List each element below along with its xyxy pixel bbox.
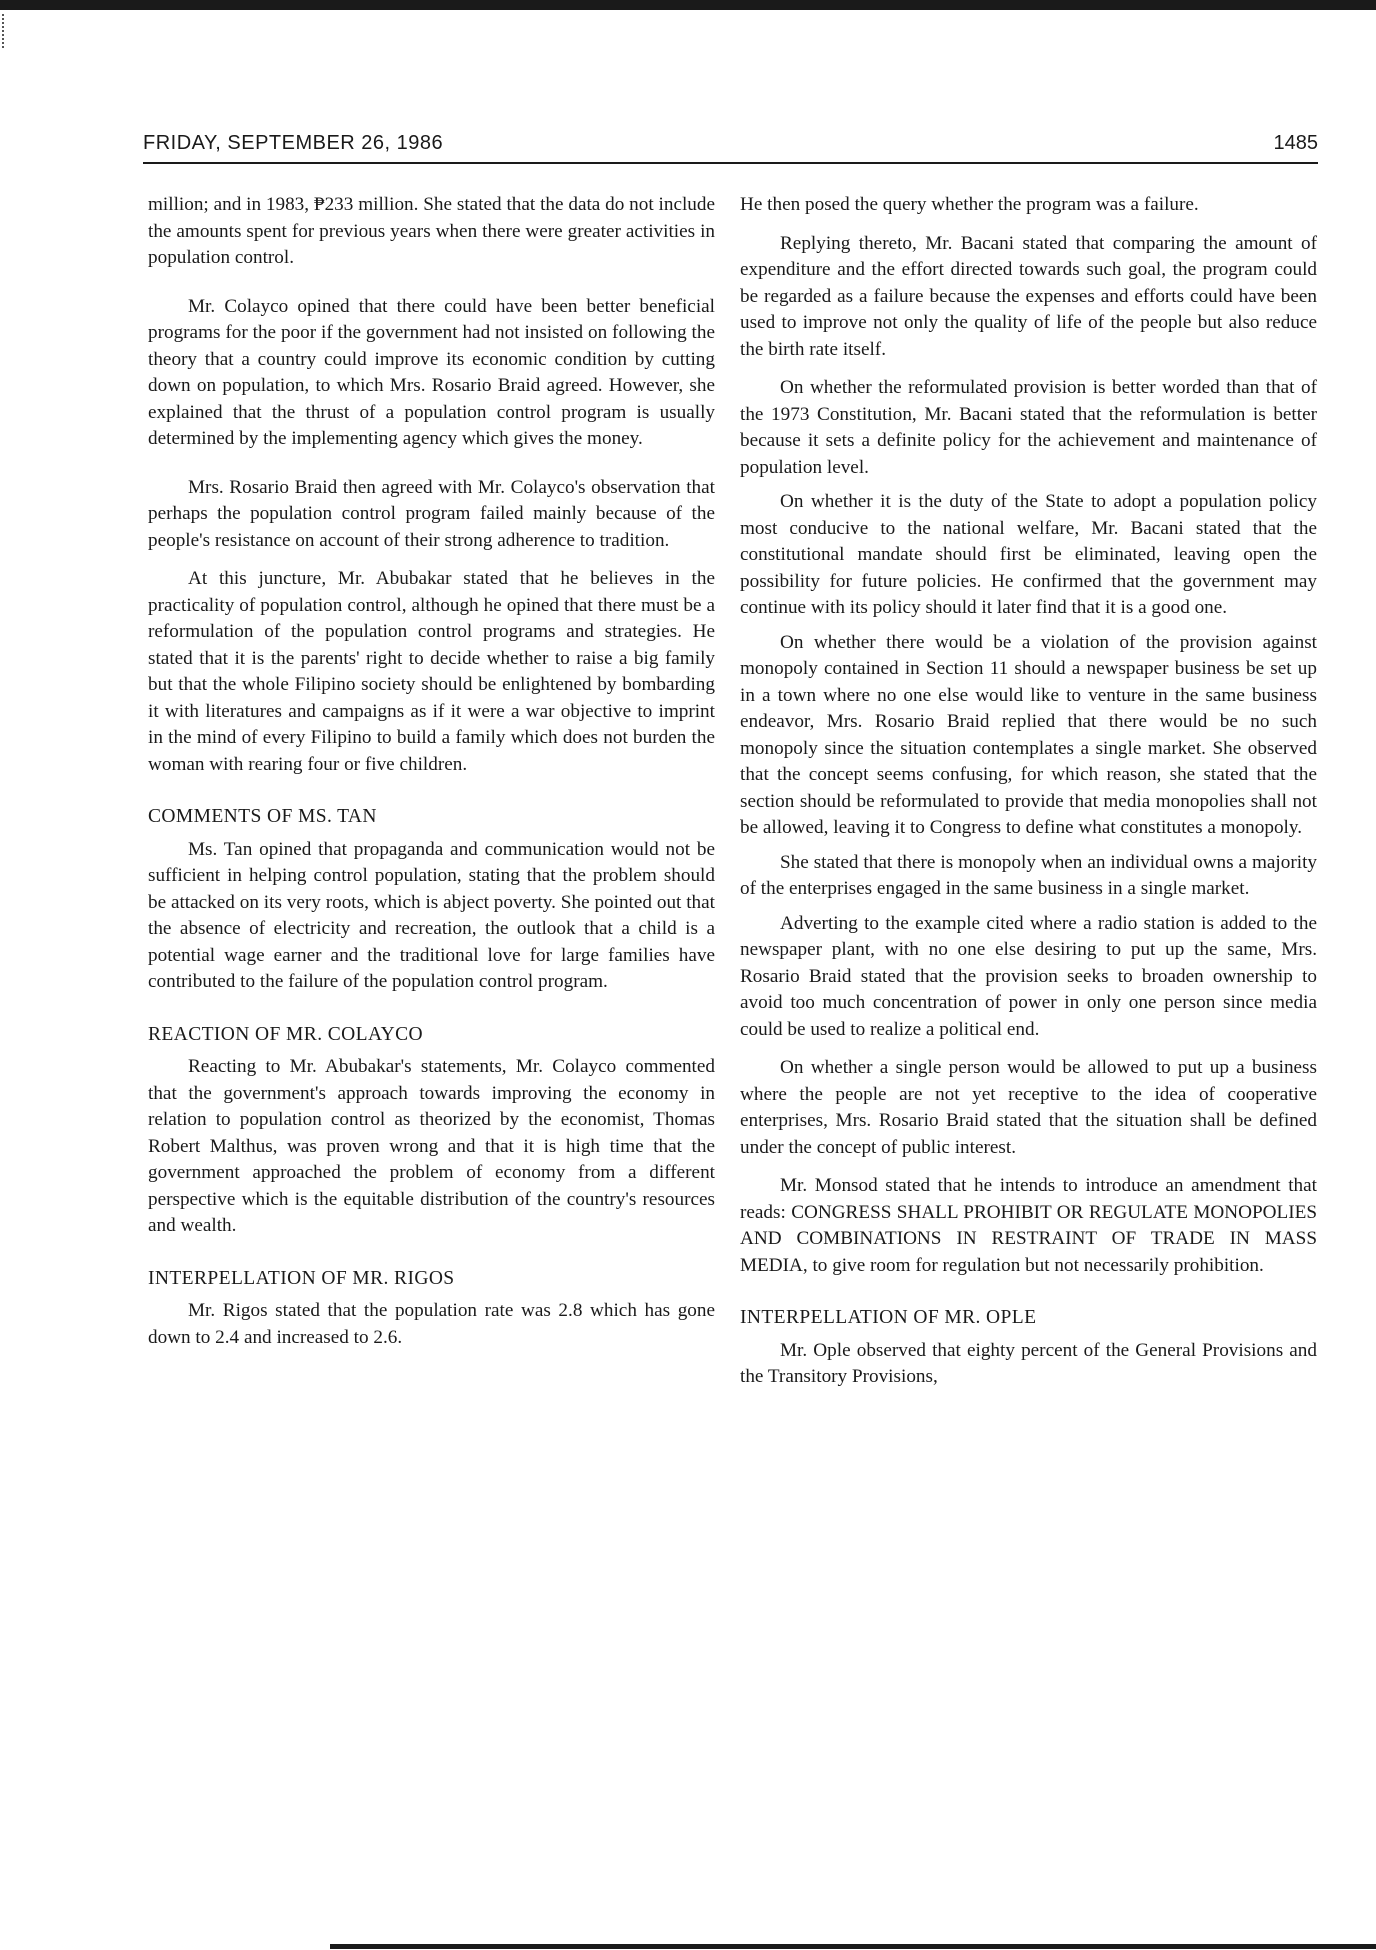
- paragraph: On whether it is the duty of the State to adopt a population policy most conducive to the national welfare, Mr. Bacani stated that the constitutional mandate should first be eliminated, leaving open the possibility for future policies. He confirmed that the government may continue with its policy should it later find that it is a good one.: [740, 491, 1317, 618]
- section-heading-colayco: REACTION OF MR. COLAYCO: [148, 1023, 424, 1045]
- paragraph: Mr. Colayco opined that there could have been better beneficial programs for the poor if the government had not insisted on following the theory that a country could improve its economic condition by cutting down on population, to which Mrs. Rosario Braid agreed. However, she explained that the thrust of a population control program is usually determined by the implementing agency which gives the money.: [148, 295, 715, 449]
- paragraph: Mr. Ople observed that eighty percent of the General Provisions and the Transitory Provisions,: [740, 1339, 1317, 1387]
- paragraph: On whether there would be a violation of the provision against monopoly contained in Section 11 should a newspaper business be set up in a town where no one else would like to venture in the same business endeavor, Mrs. Rosario Braid replied that there would be no such monopoly since the situation contemplates a single market. She observed that the concept seems confusing, for which reason, she stated that the section should be reformulated to provide that media monopolies shall not be allowed, leaving it to Congress to define what constitutes a monopoly.: [740, 631, 1317, 838]
- paragraph: Mrs. Rosario Braid then agreed with Mr. Colayco's observation that perhaps the population control program failed mainly because of the people's resistance on account of their strong adherence to tradition.: [148, 476, 715, 551]
- paragraph: On whether a single person would be allowed to put up a business where the people are not yet receptive to the idea of cooperative enterprises, Mrs. Rosario Braid stated that the situation shall be defined under the concept of public interest.: [740, 1057, 1317, 1158]
- paragraph: She stated that there is monopoly when an individual owns a majority of the enterprises engaged in the same business in a single market.: [740, 851, 1317, 899]
- header-date: FRIDAY, SEPTEMBER 26, 1986: [143, 132, 444, 154]
- paragraph: Reacting to Mr. Abubakar's statements, Mr. Colayco commented that the government's approach towards improving the economy in relation to population control as theorized by the economist, Thomas Robert Malthus, was proven wrong and that it is high time that the government approached the problem of economy from a different perspective which is the equitable distribution of the country's resources and wealth.: [148, 1056, 715, 1236]
- scan-edge-mark: [2, 14, 8, 48]
- right-column: [740, 192, 1317, 1403]
- section-heading-tan: COMMENTS OF MS. TAN: [148, 806, 377, 827]
- section-heading-ople: INTERPELLATION OF MR. OPLE: [740, 1307, 1037, 1328]
- top-border-rule: [0, 0, 1376, 10]
- paragraph: Ms. Tan opined that propaganda and communication would not be sufficient in helping control population, stating that the problem should be attacked on its very roots, which is abject poverty. She pointed out that the absence of electricity and recreation, the outlook that a child is a potential wage earner and the traditional love for large families have contributed to the failure of the population control program.: [148, 838, 715, 992]
- paragraph: million; and in 1983, ₱233 million. She stated that the data do not include the amounts spent for previous years when there were greater activities in population control.: [148, 194, 715, 268]
- bottom-border-rule: [330, 1944, 1376, 1949]
- paragraph: Replying thereto, Mr. Bacani stated that comparing the amount of expenditure and the effort directed towards such goal, the program could be regarded as a failure because the expenses and efforts could have been used to improve not only the quality of life of the people but also reduce the birth rate itself.: [740, 232, 1317, 360]
- page-number: 1485: [1273, 132, 1318, 154]
- page-header: [143, 132, 1318, 164]
- left-column: [148, 192, 715, 1363]
- paragraph: Mr. Rigos stated that the population rate was 2.8 which has gone down to 2.4 and increased to 2.6.: [148, 1300, 715, 1348]
- paragraph: At this juncture, Mr. Abubakar stated that he believes in the practicality of population control, although he opined that there must be a reformulation of the population control programs and strategies. He stated that it is the parents' right to decide whether to raise a big family but that the whole Filipino society should be enlightened by bombarding it with literatures and campaigns as if it were a war objective to imprint in the mind of every Filipino to build a family which does not burden the woman with rearing four or five children.: [148, 568, 715, 775]
- section-heading-rigos: INTERPELLATION OF MR. RIGOS: [148, 1267, 455, 1289]
- paragraph: On whether the reformulated provision is better worded than that of the 1973 Constitution, Mr. Bacani stated that the reformulation is better because it sets a definite policy for the achievement and maintenance of population level.: [740, 377, 1317, 478]
- paragraph: Adverting to the example cited where a radio station is added to the newspaper plant, with no one else desiring to put up the same, Mrs. Rosario Braid stated that the provision seeks to broaden ownership to avoid too much concentration of power in only one person since media could be used to realize a political end.: [740, 912, 1317, 1040]
- paragraph: Mr. Monsod stated that he intends to introduce an amendment that reads: CONGRESS SHALL PROHIBIT OR REGULATE MONOPOLIES AND COMBINATIONS IN RESTRAINT OF TRADE IN MASS MEDIA, to give room for regulation but not necessarily prohibition.: [740, 1175, 1317, 1276]
- paragraph: He then posed the query whether the program was a failure.: [740, 194, 1199, 215]
